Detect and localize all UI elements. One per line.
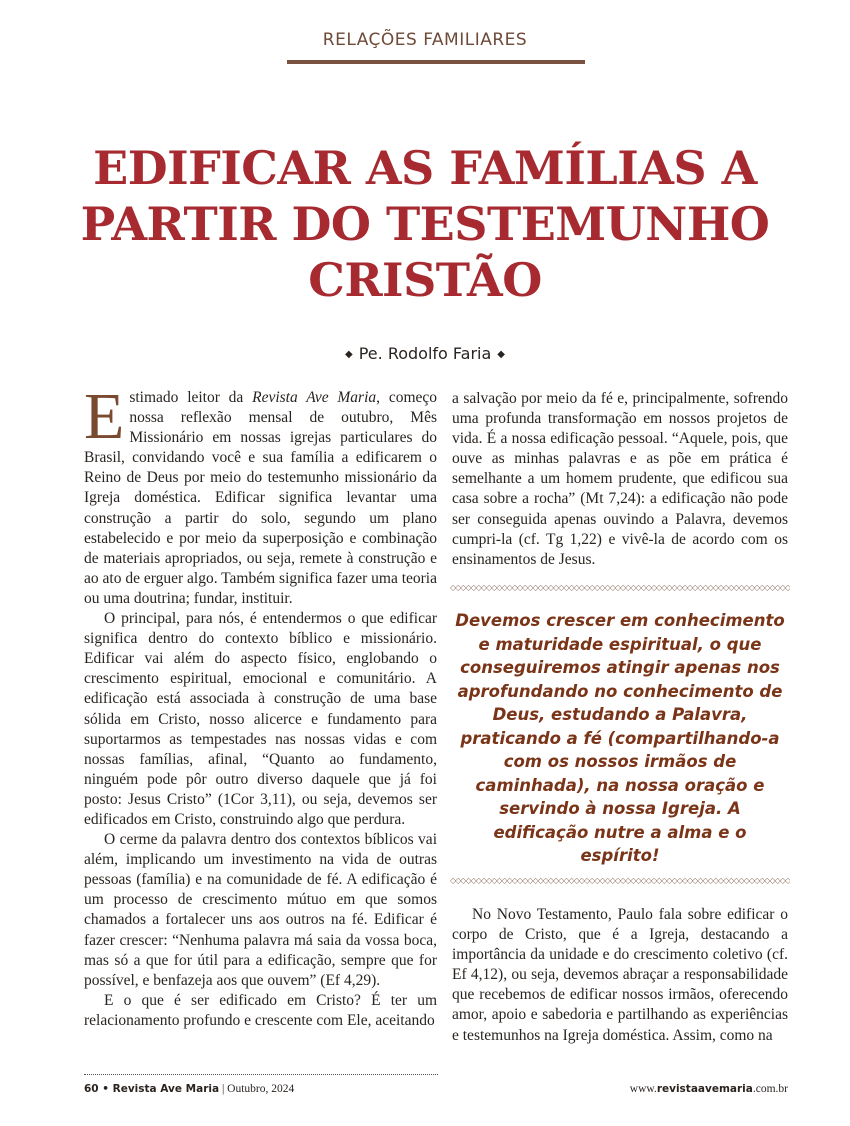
body-paragraph: O cerme da palavra dentro dos contextos bíblicos vai além, implicando um investimento na vida de outras pessoas (família) e na comunidade de fé. A edificação é um processo de crescimento mútuo em que somos chamados a fortalecer uns aos outros na fé. Edificar é fazer crescer: “Nenhuma palavra má saia da vossa boca, mas só a que for útil para a edificação, sempre que for possível, e benfazeja aos que ouvem” (Ef 4,29). — [84, 831, 437, 989]
article-title — [60, 140, 790, 308]
ornament-divider-bottom: ◇◇◇◇◇◇◇◇◇◇◇◇◇◇◇◇◇◇◇◇◇◇◇◇◇◇◇◇◇◇◇◇◇◇◇◇◇◇◇◇◇◇◇◇◇◇◇◇◇◇◇◇◇◇◇◇◇◇◇◇◇◇◇◇◇◇ — [450, 876, 790, 885]
site-prefix: www. — [629, 1083, 657, 1095]
footer-page-info — [84, 1083, 294, 1095]
title-line-1: EDIFICAR AS FAMÍLIAS A — [93, 141, 757, 195]
diamond-left-icon: ◆ — [345, 349, 353, 360]
intro-text-start: stimado leitor da — [129, 389, 253, 406]
footer-rule — [84, 1074, 438, 1075]
magazine-name: Revista Ave Maria — [252, 389, 377, 406]
intro-paragraph — [84, 380, 438, 609]
page-number-magazine: 60 • Revista Ave Maria — [84, 1083, 220, 1095]
ornament-divider-top: ◇◇◇◇◇◇◇◇◇◇◇◇◇◇◇◇◇◇◇◇◇◇◇◇◇◇◇◇◇◇◇◇◇◇◇◇◇◇◇◇◇◇◇◇◇◇◇◇◇◇◇◇◇◇◇◇◇◇◇◇◇◇◇◇◇◇ — [450, 583, 790, 592]
drop-cap: E — [84, 380, 125, 453]
right-column-bottom — [452, 905, 788, 1046]
right-column-top — [452, 389, 788, 570]
footer-website — [630, 1083, 788, 1095]
footer-separator: | — [221, 1083, 225, 1095]
issue-date: Outubro, 2024 — [227, 1083, 295, 1095]
author-byline — [0, 344, 850, 363]
site-name: revistaavemaria — [656, 1083, 753, 1095]
title-line-3: CRISTÃO — [308, 253, 542, 307]
section-rule — [287, 60, 585, 64]
author-name: Pe. Rodolfo Faria — [358, 344, 492, 363]
body-paragraph: No Novo Testamento, Paulo fala sobre edificar o corpo de Cristo, que é a Igreja, destacando a importância da unidade e do crescimento coletivo (cf. Ef 4,12), ou seja, devemos abraçar a responsabilidade que recebemos de edificar nossos irmãos, oferecendo amor, apoio e sabedoria e partilhando as experiências e testemunhos na Igreja doméstica. Assim, como na — [452, 906, 788, 1044]
site-suffix: .com.br — [752, 1083, 788, 1095]
pull-quote: Devemos crescer em conhecimento e maturidade espiritual, o que conseguiremos atingir apenas nos aprofundando no conhecimento de Deus, estudando a Palavra, praticando a fé (compartilhando-a com os nossos irmãos de caminhada), na nossa oração e servindo à nossa Igreja. A edificação nutre a alma e o espírito! — [455, 611, 785, 865]
title-line-2: PARTIR DO TESTEMUNHO — [80, 197, 770, 251]
section-label: RELAÇÕES FAMILIARES — [322, 30, 528, 50]
left-column — [84, 380, 438, 1031]
body-paragraph: E o que é ser edificado em Cristo? É ter um relacionamento profundo e crescente com Ele, aceitando — [84, 991, 437, 1029]
body-paragraph: a salvação por meio da fé e, principalmente, sofrendo uma profunda transformação em nossos projetos de vida. É a nossa edificação pessoal. “Aquele, pois, que ouve as minhas palavras e as põe em prática é semelhante a um homem prudente, que edificou sua casa sobre a rocha” (Mt 7,24): a edificação não pode ser conseguida apenas ouvindo a Palavra, devemos cumpri-la (cf. Tg 1,22) e vivê-la de acordo com os ensinamentos de Jesus. — [452, 390, 788, 568]
intro-text-rest: , começo nossa reflexão mensal de outubro, Mês Missionário em nossas igrejas particulares do Brasil, convidando você e sua família a edificarem o Reino de Deus por meio do testemunho missionário da Igreja doméstica. Edificar significa levantar uma construção a partir do solo, segundo um plano estabelecido e por meio da superposição e combinação de materiais apropriados, ou seja, remete à construção e ao ato de erguer algo. Também significa fazer uma teoria ou uma doutrina; fundar, instituir. — [84, 389, 438, 607]
body-paragraph: O principal, para nós, é entendermos o que edificar significa dentro do contexto bíblico e missionário. Edificar vai além do aspecto físico, englobando o crescimento espiritual, emocional e comunitário. A edificação está associada à construção de uma base sólida em Cristo, nosso alicerce e fundamento para suportarmos as tempestades nas nossas vidas e com nossas famílias, afinal, “Quanto ao fundamento, ninguém pode pôr outro diverso daquele que já foi posto: Jesus Cristo” (1Cor 3,11), ou seja, devemos ser edificados em Cristo, construindo algo que perdura. — [84, 610, 437, 828]
diamond-right-icon: ◆ — [497, 349, 505, 360]
